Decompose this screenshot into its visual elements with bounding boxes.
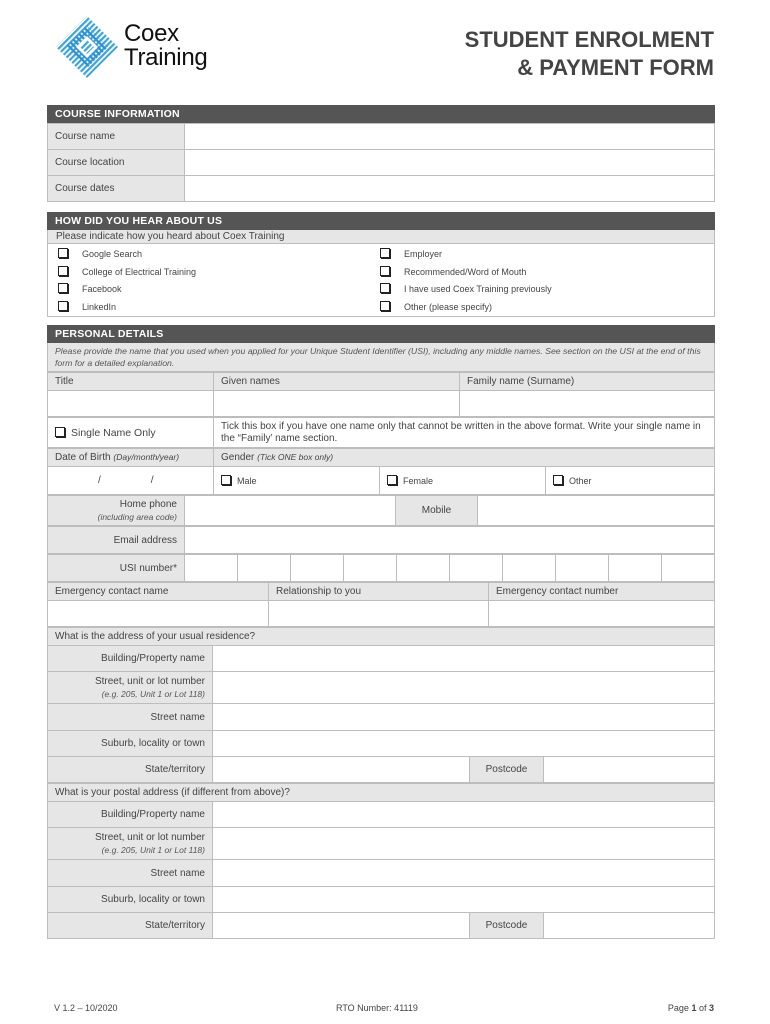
hear-option-previous[interactable]: I have used Coex Training previously xyxy=(380,281,702,299)
gender-label: Gender (Tick ONE box only) xyxy=(214,449,715,467)
dob-label: Date of Birth (Day/month/year) xyxy=(48,449,214,467)
checkbox-icon[interactable] xyxy=(58,301,68,311)
checkbox-icon[interactable] xyxy=(380,283,390,293)
personal-details-section xyxy=(47,325,715,939)
hear-option-college[interactable]: College of Electrical Training xyxy=(58,264,380,282)
postal-suburb-label: Suburb, locality or town xyxy=(48,887,213,913)
usi-digit-field[interactable] xyxy=(397,555,450,582)
postal-street-name-label: Street name xyxy=(48,860,213,887)
relationship-field[interactable] xyxy=(269,601,489,627)
checkbox-icon[interactable] xyxy=(221,475,231,485)
usi-digit-field[interactable] xyxy=(291,555,344,582)
brand-line-2: Training xyxy=(124,44,208,71)
gender-option-other[interactable]: Other xyxy=(546,467,715,495)
family-name-label: Family name (Surname) xyxy=(460,373,715,391)
residence-building-field[interactable] xyxy=(213,646,715,672)
section-heading: HOW DID YOU HEAR ABOUT US xyxy=(47,212,715,230)
residence-suburb-field[interactable] xyxy=(213,731,715,757)
checkbox-icon[interactable] xyxy=(58,283,68,293)
usi-digit-field[interactable] xyxy=(344,555,397,582)
residence-postcode-label: Postcode xyxy=(470,757,544,783)
course-location-field[interactable] xyxy=(185,150,715,176)
checkbox-icon[interactable] xyxy=(380,301,390,311)
usi-digit-field[interactable] xyxy=(556,555,609,582)
course-name-label: Course name xyxy=(48,124,185,150)
brand-name xyxy=(124,22,207,70)
residence-question: What is the address of your usual residence? xyxy=(48,628,715,646)
postal-street-unit-label: Street, unit or lot number (e.g. 205, Unit 1 or Lot 118) xyxy=(48,828,213,860)
family-name-field[interactable] xyxy=(460,391,715,417)
usi-digit-field[interactable] xyxy=(503,555,556,582)
postal-question: What is your postal address (if different from above)? xyxy=(48,784,715,802)
usi-digit-field[interactable] xyxy=(609,555,662,582)
residence-building-label: Building/Property name xyxy=(48,646,213,672)
checkbox-icon[interactable] xyxy=(380,266,390,276)
single-name-note: Tick this box if you have one name only that cannot be written in the above format. Write your single name in the “Family’ name section. xyxy=(214,418,715,448)
home-phone-label: Home phone (including area code) xyxy=(48,496,185,526)
relationship-label: Relationship to you xyxy=(269,583,489,601)
footer-rto-number: RTO Number: 41119 xyxy=(336,1003,418,1013)
section-heading: COURSE INFORMATION xyxy=(47,105,715,123)
emergency-name-field[interactable] xyxy=(48,601,269,627)
checkbox-icon[interactable] xyxy=(553,475,563,485)
checkbox-icon[interactable] xyxy=(387,475,397,485)
checkbox-icon[interactable] xyxy=(55,427,65,437)
email-label: Email address xyxy=(48,527,185,554)
given-names-field[interactable] xyxy=(214,391,460,417)
hear-option-other[interactable]: Other (please specify) xyxy=(380,299,702,317)
hear-option-google[interactable]: Google Search xyxy=(58,246,380,264)
mobile-label: Mobile xyxy=(396,496,478,526)
form-title-line-2: & PAYMENT FORM xyxy=(517,55,714,80)
footer-page-number: Page 1 of 3 xyxy=(667,1003,714,1013)
course-information-section xyxy=(47,105,715,202)
usi-digit-field[interactable] xyxy=(185,555,238,582)
hear-about-us-section xyxy=(47,212,715,317)
postal-postcode-label: Postcode xyxy=(470,913,544,939)
checkbox-icon[interactable] xyxy=(58,248,68,258)
usi-label: USI number* xyxy=(48,555,185,582)
usi-name-note: Please provide the name that you used when you applied for your Unique Student Identifier (USI), including any middle names. See section on the USI at the end of this form for a detailed explanation. xyxy=(47,343,715,372)
residence-postcode-field[interactable] xyxy=(544,757,715,783)
hear-option-facebook[interactable]: Facebook xyxy=(58,281,380,299)
postal-building-field[interactable] xyxy=(213,802,715,828)
usi-digit-field[interactable] xyxy=(450,555,503,582)
hear-prompt: Please indicate how you heard about Coex Training xyxy=(48,230,714,244)
postal-postcode-field[interactable] xyxy=(544,913,715,939)
hear-option-employer[interactable]: Employer xyxy=(380,246,702,264)
emergency-number-field[interactable] xyxy=(489,601,715,627)
usi-digit-field[interactable] xyxy=(238,555,291,582)
course-dates-label: Course dates xyxy=(48,176,185,202)
residence-suburb-label: Suburb, locality or town xyxy=(48,731,213,757)
dob-field[interactable]: / / xyxy=(48,467,214,495)
emergency-number-label: Emergency contact number xyxy=(489,583,715,601)
footer-version: V 1.2 – 10/2020 xyxy=(54,1003,118,1013)
course-name-field[interactable] xyxy=(185,124,715,150)
course-dates-field[interactable] xyxy=(185,176,715,202)
usi-digit-field[interactable] xyxy=(662,555,715,582)
residence-state-label: State/territory xyxy=(48,757,213,783)
form-title xyxy=(465,26,714,82)
single-name-option[interactable]: Single Name Only xyxy=(48,418,214,448)
postal-state-label: State/territory xyxy=(48,913,213,939)
form-title-line-1: STUDENT ENROLMENT xyxy=(464,27,714,52)
mobile-field[interactable] xyxy=(478,496,715,526)
postal-street-name-field[interactable] xyxy=(213,860,715,887)
postal-street-unit-field[interactable] xyxy=(213,828,715,860)
checkbox-icon[interactable] xyxy=(380,248,390,258)
given-names-label: Given names xyxy=(214,373,460,391)
residence-state-field[interactable] xyxy=(213,757,470,783)
home-phone-field[interactable] xyxy=(185,496,396,526)
residence-street-name-field[interactable] xyxy=(213,704,715,731)
email-field[interactable] xyxy=(185,527,715,554)
brand-line-1: Coex xyxy=(124,20,179,47)
gender-option-female[interactable]: Female xyxy=(380,467,546,495)
postal-suburb-field[interactable] xyxy=(213,887,715,913)
title-field[interactable] xyxy=(48,391,214,417)
emergency-name-label: Emergency contact name xyxy=(48,583,269,601)
hear-option-linkedin[interactable]: LinkedIn xyxy=(58,299,380,317)
checkbox-icon[interactable] xyxy=(58,266,68,276)
residence-street-unit-label: Street, unit or lot number (e.g. 205, Unit 1 or Lot 118) xyxy=(48,672,213,704)
residence-street-unit-field[interactable] xyxy=(213,672,715,704)
postal-state-field[interactable] xyxy=(213,913,470,939)
hear-option-word-of-mouth[interactable]: Recommended/Word of Mouth xyxy=(380,264,702,282)
title-label: Title xyxy=(48,373,214,391)
course-location-label: Course location xyxy=(48,150,185,176)
postal-building-label: Building/Property name xyxy=(48,802,213,828)
gender-option-male[interactable]: Male xyxy=(214,467,380,495)
residence-street-name-label: Street name xyxy=(48,704,213,731)
section-heading: PERSONAL DETAILS xyxy=(47,325,715,343)
